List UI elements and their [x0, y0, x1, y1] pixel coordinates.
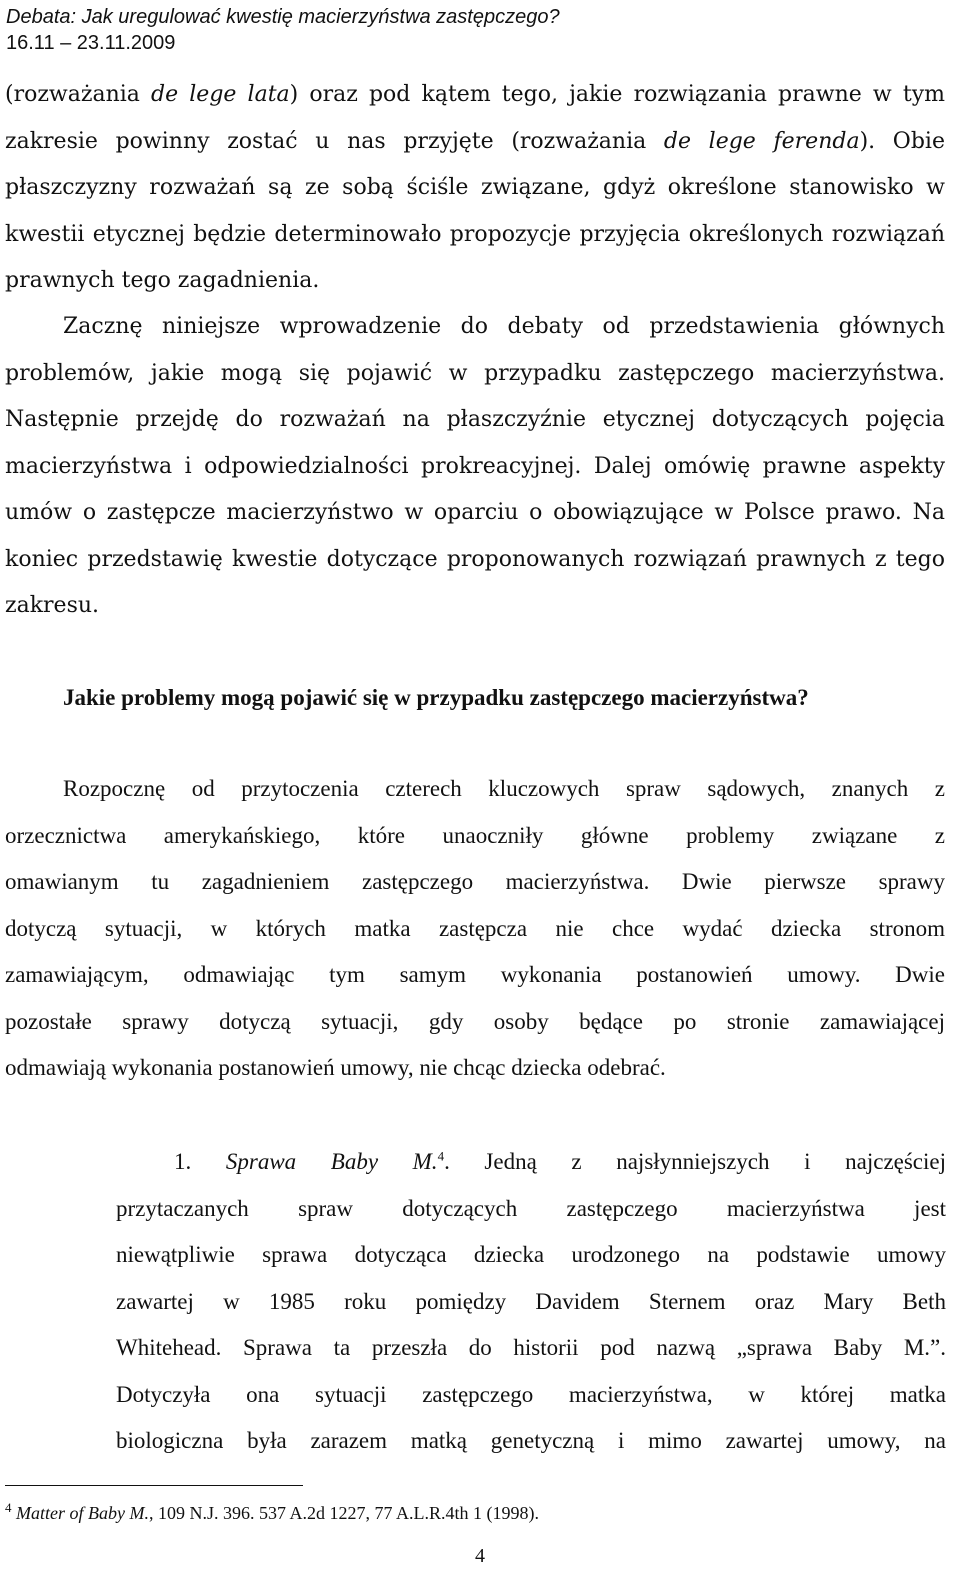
text-line: problemów, jakie mogą się pojawić w przypadku zastępczego macierzyństwa.: [5, 360, 945, 386]
header-title: Debata: Jak uregulować kwestię macierzyństwa zastępczego?: [6, 6, 560, 28]
text-line: zakresie powinny zostać u nas przyjęte (rozważania de lege ferenda). Obie: [5, 128, 945, 154]
paragraph-cases: [5, 766, 945, 1092]
case-title: Sprawa Baby M.: [225, 1149, 438, 1174]
text-line: koniec przedstawię kwestie dotyczące proponowanych rozwiązań prawnych z tego: [5, 546, 945, 572]
page-header: [6, 4, 946, 56]
text-line: orzecznictwa amerykańskiego, które unaoczniły główne problemy związane z: [5, 822, 945, 848]
paragraph-outline: [5, 304, 945, 630]
text-line: Whitehead. Sprawa ta przeszła do historii pod nazwą „sprawa Baby M.”.: [116, 1335, 946, 1360]
list-item: [116, 1139, 946, 1465]
text-line: Zacznę niniejsze wprowadzenie do debaty od przedstawienia głównych: [63, 314, 945, 339]
footnote-title: Matter of Baby M.: [16, 1503, 149, 1523]
text-line: Rozpocznę od przytoczenia czterech kluczowych spraw sądowych, znanych z: [63, 776, 945, 801]
text-line: zawartej w 1985 roku pomiędzy Davidem Sternem oraz Mary Beth: [116, 1288, 946, 1314]
text-line: niewątpliwie sprawa dotycząca dziecka urodzonego na podstawie umowy: [116, 1242, 946, 1267]
text-line: 1. Sprawa Baby M.$^4$. Jedną z najsłynniejszych i najczęściej: [174, 1148, 947, 1174]
footnote: [5, 1500, 945, 1526]
text-line: Następnie przejdę do rozważań na płaszczyźnie etycznej dotyczących pojęcia: [5, 407, 945, 432]
text-line: umów o zastępcze macierzyństwo w oparciu o obowiązujące w Polsce prawo. Na: [5, 500, 945, 525]
text-line: przytaczanych spraw dotyczących zastępczego macierzyństwa jest: [116, 1195, 946, 1221]
footnote-citation: , 109 N.J. 396. 537 A.2d 1227, 77 A.L.R.4th 1 (1998).: [148, 1503, 539, 1523]
text-line: odmawiają wykonania postanowień umowy, nie chcąc dziecka odebrać.: [5, 1055, 666, 1080]
text-line: zakresu.: [5, 593, 100, 618]
text-line: biologiczna była zarazem matką genetyczną i mimo zawartej umowy, na: [116, 1428, 946, 1453]
text-line: dotyczą sytuacji, w których matka zastępcza nie chce wydać dziecka stronom: [5, 915, 945, 941]
list-number: 1.: [174, 1149, 192, 1174]
case-list: [116, 1139, 946, 1465]
footnote-divider: [5, 1485, 303, 1486]
page-number: 4: [475, 1545, 485, 1567]
paragraph-intro: [5, 72, 945, 305]
text-line: płaszczyzny rozważań są ze sobą ściśle związane, gdyż określone stanowisko w: [5, 175, 945, 200]
footnote-number: 4: [5, 1500, 12, 1515]
text-line: macierzyństwa i odpowiedzialności prokreacyjnej. Dalej omówię prawne aspekty: [5, 453, 945, 479]
text-line: Dotyczyła ona sytuacji zastępczego macierzyństwa, w której matka: [116, 1381, 946, 1407]
text-line: pozostałe sprawy dotyczą sytuacji, gdy osoby będące po stronie zamawiającej: [5, 1008, 945, 1034]
text-line: (rozważania de lege lata) oraz pod kątem tego, jakie rozwiązania prawne w tym: [5, 82, 946, 107]
text-line: zamawiającym, odmawiając tym samym wykonania postanowień umowy. Dwie: [5, 962, 945, 987]
header-dates: 16.11 – 23.11.2009: [6, 32, 176, 54]
footnote-ref[interactable]: 4: [437, 1148, 445, 1164]
text-line: omawianym tu zagadnieniem zastępczego macierzyństwa. Dwie pierwsze sprawy: [5, 869, 945, 894]
section-heading: Jakie problemy mogą pojawić się w przypadku zastępczego macierzyństwa?: [63, 685, 809, 710]
text-line: kwestii etycznej będzie determinowało propozycje przyjęcia określonych rozwiązań: [5, 221, 945, 247]
text-line: prawnych tego zagadnienia.: [5, 268, 320, 293]
